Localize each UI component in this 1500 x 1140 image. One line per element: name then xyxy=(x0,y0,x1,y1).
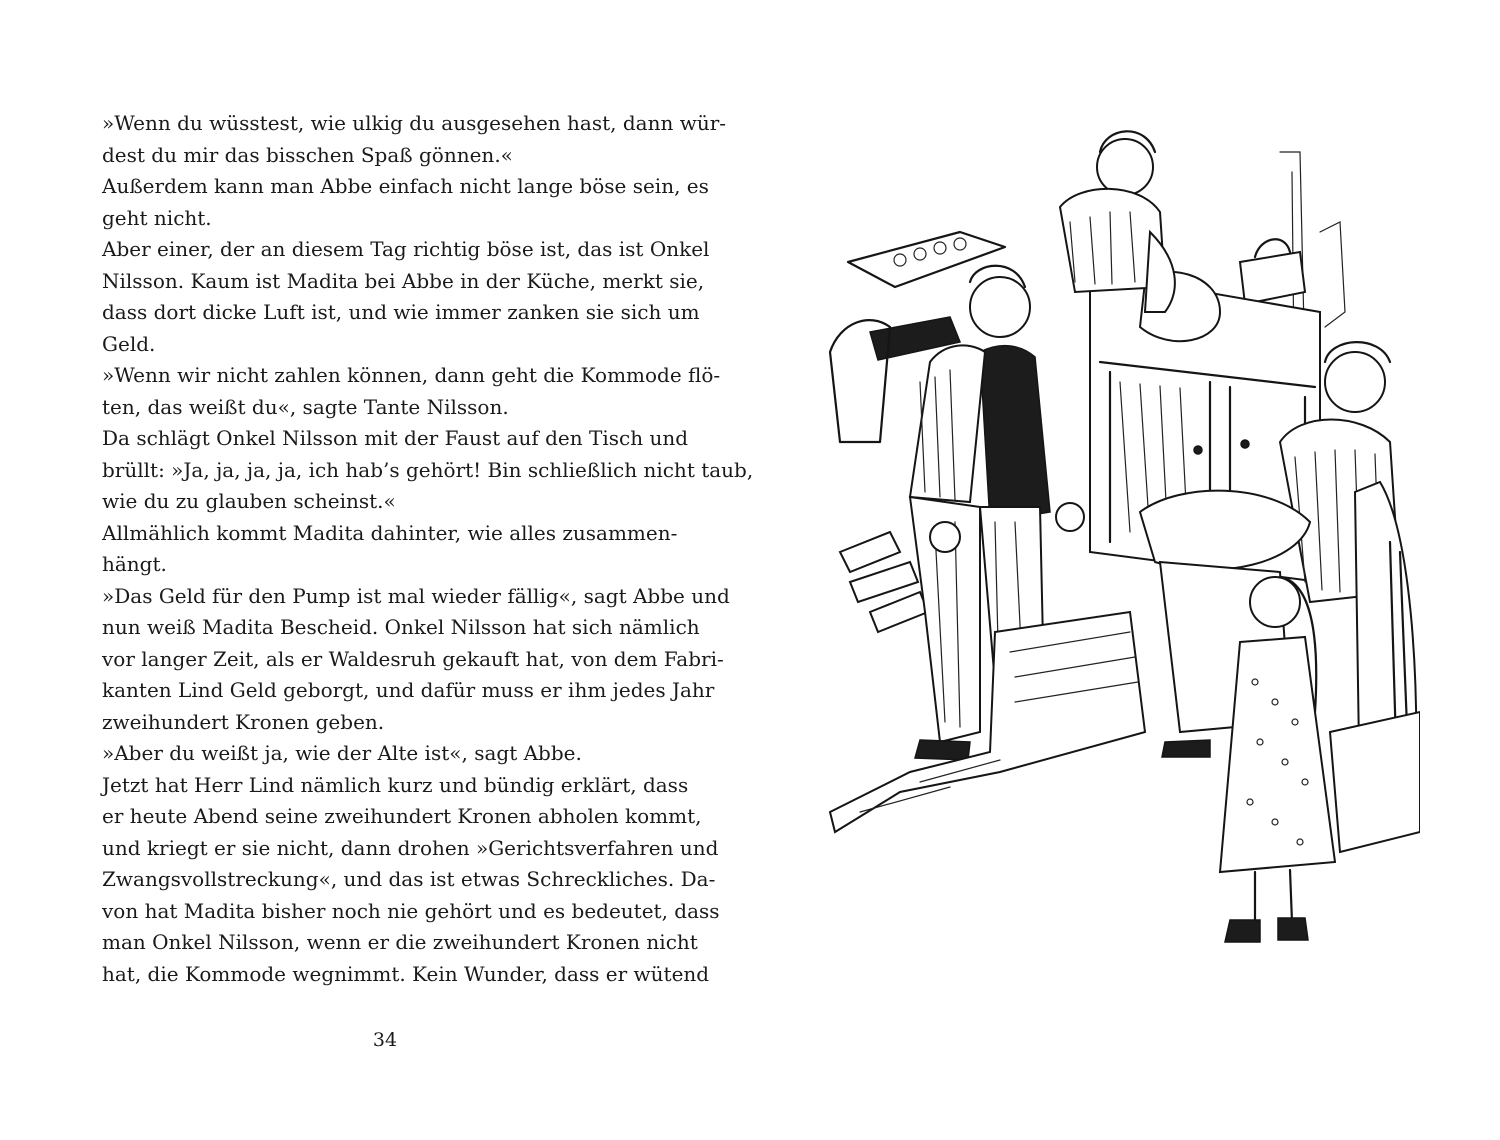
text-line: vor langer Zeit, als er Waldesruh gekauft hat, von dem Fabri- xyxy=(102,646,724,671)
text-line: er heute Abend seine zweihundert Kronen abholen kommt, xyxy=(102,804,702,828)
text-line: »Wenn wir nicht zahlen können, dann geht die Kommode flö- xyxy=(102,363,721,387)
text-line: nun weiß Madita Bescheid. Onkel Nilsson hat sich nämlich xyxy=(102,615,700,639)
text-line: und kriegt er sie nicht, dann drohen »Gerichtsverfahren und xyxy=(102,835,719,860)
text-line: man Onkel Nilsson, wenn er die zweihundert Kronen nicht xyxy=(102,930,698,954)
text-line: hängt. xyxy=(102,552,167,576)
text-line: wie du zu glauben scheinst.« xyxy=(102,489,396,513)
text-line: dass dort dicke Luft ist, und wie immer zanken sie sich um xyxy=(102,300,700,324)
text-line: Aber einer, der an diesem Tag richtig böse ist, das ist Onkel xyxy=(102,237,710,261)
text-line: »Wenn du wüsstest, wie ulkig du ausgesehen hast, dann wür- xyxy=(102,111,727,135)
text-line: Da schlägt Onkel Nilsson mit der Faust auf den Tisch und xyxy=(102,426,689,450)
text-line: Zwangsvollstreckung«, und das ist etwas Schreckliches. Da- xyxy=(102,867,716,891)
text-line: von hat Madita bisher noch nie gehört und es bedeutet, dass xyxy=(102,898,720,923)
text-line: Jetzt hat Herr Lind nämlich kurz und bündig erklärt, dass xyxy=(102,772,689,797)
text-line: ten, das weißt du«, sagte Tante Nilsson. xyxy=(102,394,509,419)
text-line: Allmählich kommt Madita dahinter, wie alles zusammen- xyxy=(102,520,678,545)
text-line: Nilsson. Kaum ist Madita bei Abbe in der Küche, merkt sie, xyxy=(102,268,705,293)
text-line: zweihundert Kronen geben. xyxy=(102,709,385,734)
text-line: kanten Lind Geld geborgt, und dafür muss er ihm jedes Jahr xyxy=(102,678,715,702)
text-line: »Das Geld für den Pump ist mal wieder fällig«, sagt Abbe und xyxy=(102,583,730,608)
text-line: hat, die Kommode wegnimmt. Kein Wunder, dass er wütend xyxy=(102,961,710,986)
ink-drawing xyxy=(800,112,1420,962)
text-line: Außerdem kann man Abbe einfach nicht lange böse sein, es xyxy=(102,174,709,198)
kitchen-illustration xyxy=(800,112,1420,962)
text-line: »Aber du weißt ja, wie der Alte ist«, sagt Abbe. xyxy=(102,741,582,765)
text-column xyxy=(102,108,754,990)
text-line: brüllt: »Ja, ja, ja, ja, ich hab’s gehört! Bin schließlich nicht taub, xyxy=(102,457,754,482)
text-line: Geld. xyxy=(102,331,156,356)
text-line: geht nicht. xyxy=(102,205,212,230)
page-number: 34 xyxy=(372,1029,398,1051)
text-line: dest du mir das bisschen Spaß gönnen.« xyxy=(102,142,513,167)
